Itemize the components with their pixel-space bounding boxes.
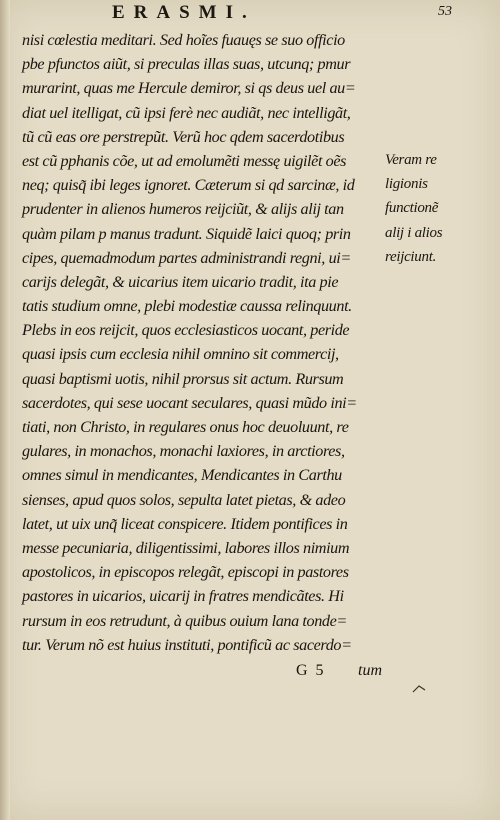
text-line: pbe pfunctos aiũt, si preculas illas suas, utcunq; pmur (22, 55, 351, 74)
text-line: rursum in eos retrudunt, à quibus ouium lana tonde= (22, 611, 347, 630)
text-line: est cũ pphanis cõe, ut ad emolumẽti messę uigilẽt oẽs (22, 151, 347, 170)
text-line: quasi ipsis cum ecclesia nihil omnino sit commercij, (22, 345, 339, 364)
catchword: tum (358, 662, 382, 679)
page-gutter (0, 0, 10, 820)
text-line: Plebs in eos reijcit, quos ecclesiasticos uocant, peride (22, 321, 350, 340)
folio-number: 53 (438, 4, 452, 19)
text-line: apostolicos, in episcopos relegãt, episcopi in pastores (22, 563, 349, 582)
text-line: prudenter in alienos humeros reijciũt, & alijs alij tan (22, 200, 344, 219)
text-line: sienses, apud quos solos, sepulta latet pietas, & adeo (22, 490, 346, 509)
text-line: quasi baptismi uotis, nihil prorsus sit actum. Rursum (22, 369, 344, 388)
marginal-note-line: functionẽ (385, 200, 439, 217)
text-line: cipes, quemadmodum partes administrandi regni, ui= (22, 248, 351, 267)
text-line: tũ cũ eas ore perstrepũt. Verũ hoc qdem sacerdotibus (22, 127, 345, 146)
running-title: ERASMI. (112, 2, 256, 23)
running-head (112, 2, 452, 26)
text-line: quàm pilam p manus tradunt. Siquidẽ laici quoq; prin (22, 224, 351, 243)
text-line: nisi cœlestia meditari. Sed hoĩes fuauęs se suo officio (22, 31, 345, 49)
text-line: messe pecuniaria, diligentissimi, labores illos nimium (22, 538, 350, 557)
marginal-note-line: Veram re (385, 152, 437, 168)
text-line: tiati, non Christo, in regulares onus hoc deuoluunt, re (22, 418, 349, 436)
text-line: sacerdotes, qui sese uocant seculares, quasi mũdo ini= (22, 393, 357, 412)
signature-mark: G 5 (296, 662, 326, 679)
text-line: carijs delegãt, & uicarius item uicario tradit, ita pie (22, 272, 339, 291)
text-line: pastores in uicarios, uicarij in fratres mendicãtes. Hi (22, 587, 344, 606)
marginal-note-line: reijciunt. (385, 248, 437, 265)
text-line: diat uel itelligat, cũ ipsi ferè nec audiãt, nec intelligãt, (22, 103, 351, 122)
text-line: tur. Verum nõ est huius instituti, pontificũ ac sacerdo= (22, 635, 352, 654)
text-line: omnes simul in mendicantes, Mendicantes in Carthu (22, 466, 342, 485)
marginal-note (385, 148, 495, 269)
text-line: gulares, in monachos, monachi laxiores, in arctiores, (22, 442, 345, 461)
text-line: murarint, quas me Hercule demiror, si qs deus uel au= (22, 79, 356, 98)
body-text (22, 28, 390, 657)
text-line: latet, ut uix unq̃ liceat conspicere. Itidem pontifices in (22, 514, 348, 533)
marginal-note-line: ligionis (385, 176, 428, 193)
page-footer (0, 662, 500, 686)
pen-flourish-mark (412, 684, 426, 694)
text-line: tatis studium omne, plebi modestiæ caussa relinquunt. (22, 297, 352, 316)
text-line: neq; quisq̃ ibi leges ignoret. Cæterum si qd sarcinæ, id (22, 176, 355, 195)
marginal-note-line: alij i alios (385, 224, 443, 241)
